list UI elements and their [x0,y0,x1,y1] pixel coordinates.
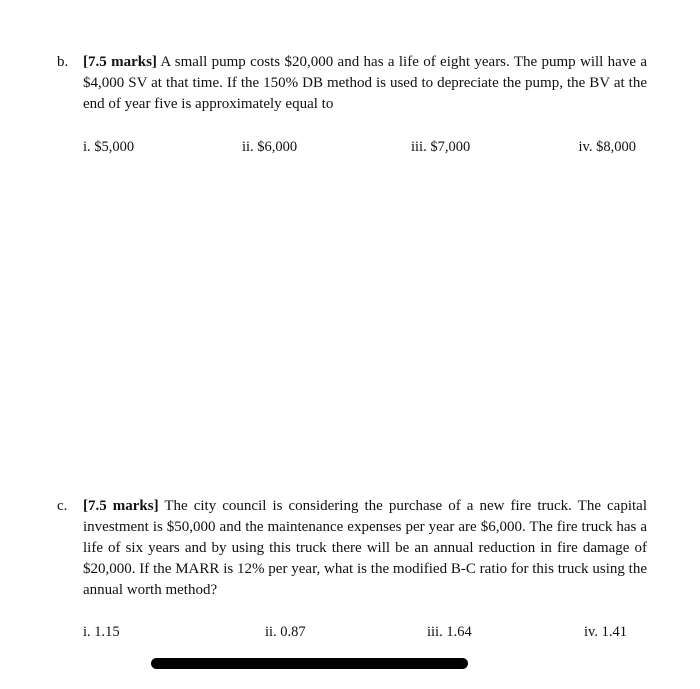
question-c-body: The city council is considering the purchase of a new fire truck. The capital investment is $50,000 and the maintenance expenses per year are $6,000. The fire truck has a life of six years and by using this truck there will be an annual reduction in fire damage of $20,000. If the MARR is 12% per year, what is the modified B-C ratio for this truck using the annual worth method? [83,498,647,598]
question-c-letter: c. [57,498,68,514]
question-b-option-iv: iv. $8,000 [578,139,636,155]
question-c-header [57,496,647,601]
question-b-marks: [7.5 marks] [83,54,157,70]
question-b-option-ii: ii. $6,000 [242,139,298,155]
question-c-option-iv: iv. 1.41 [584,624,627,640]
question-c-option-i: i. 1.15 [83,624,120,640]
question-b-body: A small pump costs $20,000 and has a life of eight years. The pump will have a $4,000 SV at that time. If the 150% DB method is used to depreciate the pump, the BV at the end of year five is approximately equal to [83,54,647,112]
question-b-letter: b. [57,54,69,70]
question-b-header [57,52,647,115]
question-c-option-ii: ii. 0.87 [265,624,306,640]
question-b-option-i: i. $5,000 [83,139,135,155]
question-c [57,496,647,642]
question-c-text [83,496,647,601]
question-c-options [57,622,647,642]
question-c-option-iii: iii. 1.64 [427,624,472,640]
question-b [57,52,647,157]
question-b-option-iii: iii. $7,000 [411,139,471,155]
question-b-options [57,137,647,157]
question-b-text [83,52,647,115]
home-indicator-bar[interactable] [151,658,468,669]
question-c-marks: [7.5 marks] [83,498,159,514]
